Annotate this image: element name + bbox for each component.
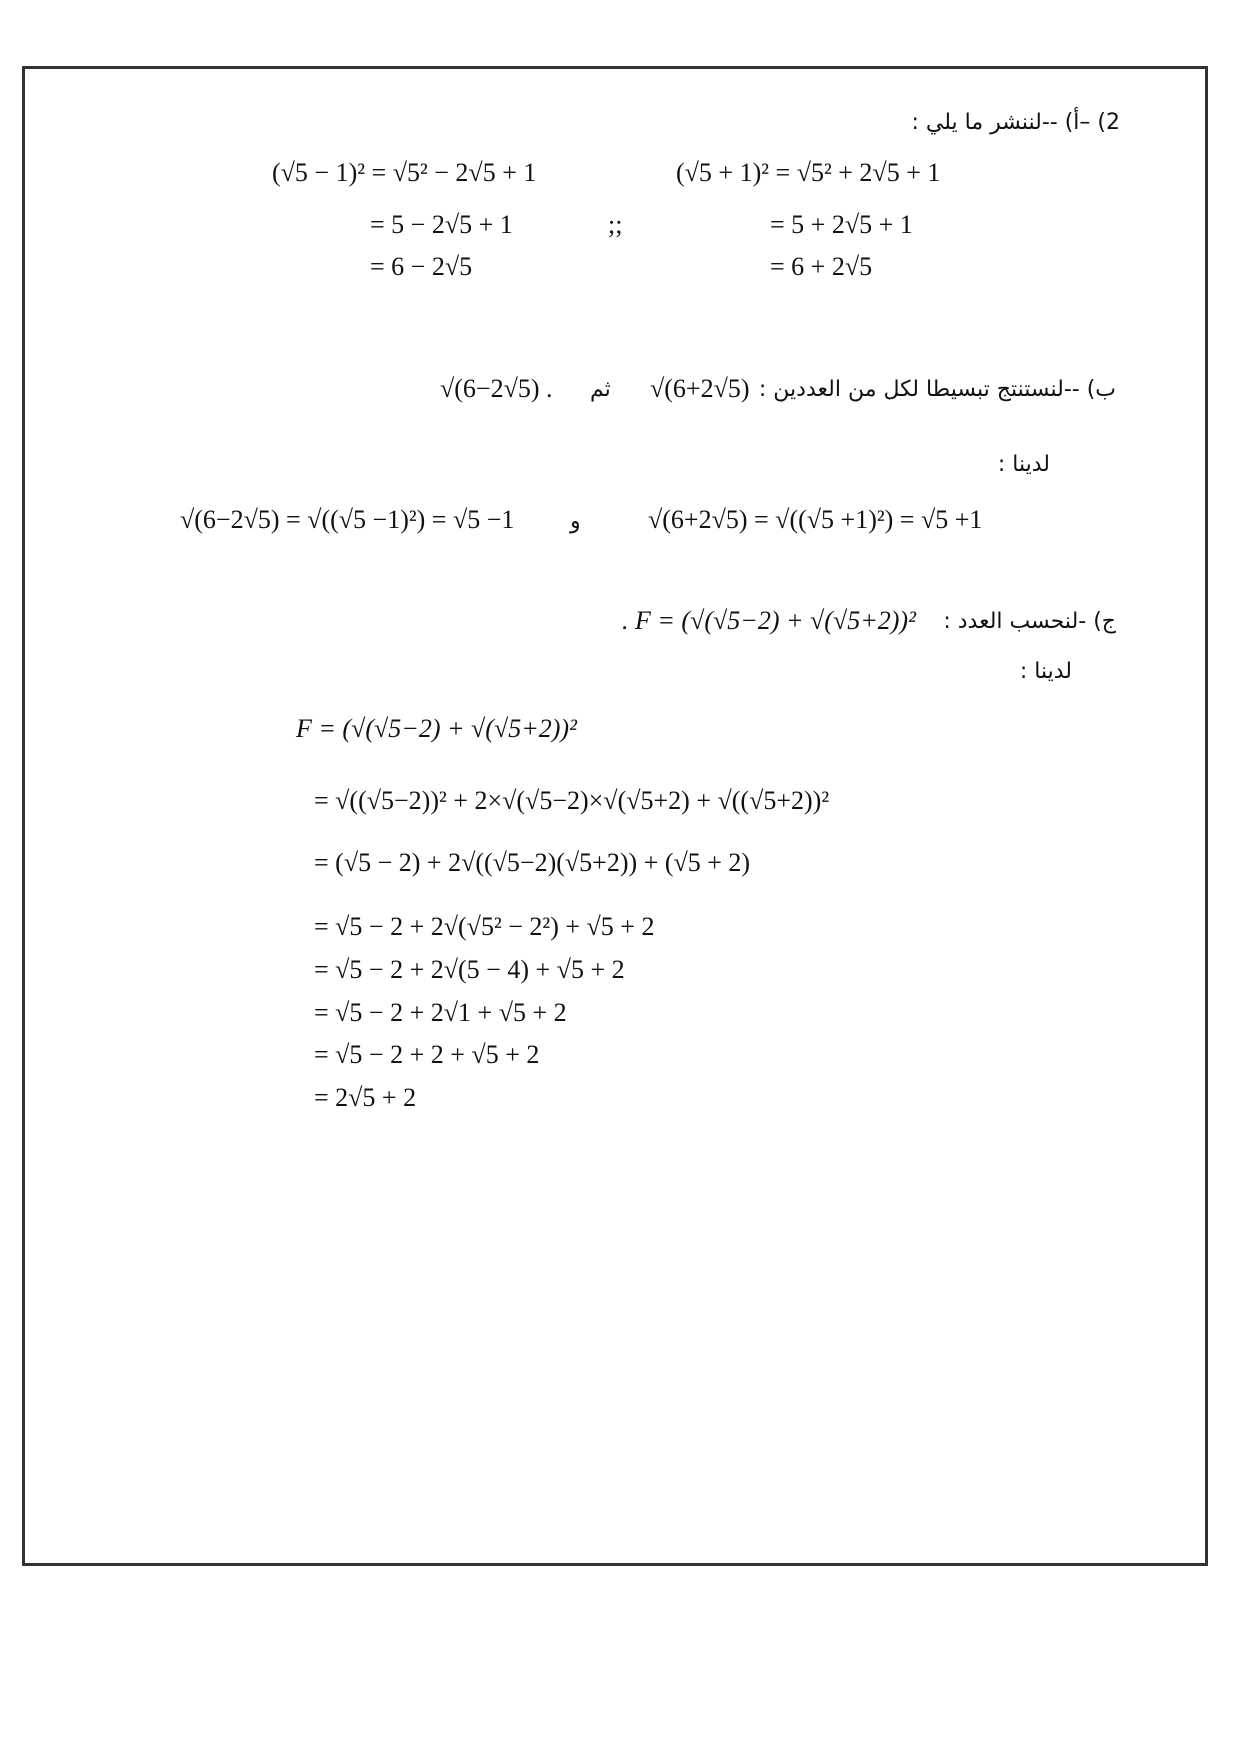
part-a-right-line-2: = 5 + 2√5 + 1 (770, 210, 913, 239)
part-c-step-2: = √((√5−2))² + 2×√(√5−2)×√(√5+2) + √((√5+2))² (314, 786, 830, 815)
part-b-expr-2: √(6−2√5) . (440, 374, 553, 403)
part-b-connector: ثم (590, 377, 611, 402)
part-c-heading: ج) -لنحسب العدد : (943, 609, 1116, 634)
part-b-result-left: √(6−2√5) = √((√5 −1)²) = √5 −1 (180, 505, 515, 534)
part-a-left-line-1: (√5 − 1)² = √5² − 2√5 + 1 (272, 158, 537, 187)
part-c-step-1: F = (√(√5−2) + √(√5+2))² (296, 714, 577, 743)
part-c-step-7: = √5 − 2 + 2 + √5 + 2 (314, 1040, 540, 1069)
part-c-expr: . F = (√(√5−2) + √(√5+2))² (622, 606, 916, 635)
part-a-heading: 2) –أ) --لننشر ما يلي : (911, 110, 1120, 135)
part-c-step-5: = √5 − 2 + 2√(5 − 4) + √5 + 2 (314, 955, 625, 984)
part-c-ladayna: لدينا : (1019, 659, 1072, 684)
part-a-left-line-2: = 5 − 2√5 + 1 (370, 210, 513, 239)
part-a-left-line-3: = 6 − 2√5 (370, 252, 473, 281)
part-a-right-line-1: (√5 + 1)² = √5² + 2√5 + 1 (676, 158, 941, 187)
part-b-heading: ب) --لنستنتج تبسيطا لكل من العددين : (758, 377, 1116, 402)
part-b-and: و (570, 509, 581, 534)
page-frame (22, 66, 1208, 1566)
part-a-separator: ;; (608, 210, 623, 239)
part-c-step-8: = 2√5 + 2 (314, 1083, 417, 1112)
part-c-step-4: = √5 − 2 + 2√(√5² − 2²) + √5 + 2 (314, 912, 655, 941)
part-b-result-right: √(6+2√5) = √((√5 +1)²) = √5 +1 (648, 505, 983, 534)
part-a-right-line-3: = 6 + 2√5 (770, 252, 873, 281)
part-c-step-6: = √5 − 2 + 2√1 + √5 + 2 (314, 998, 567, 1027)
part-c-step-3: = (√5 − 2) + 2√((√5−2)(√5+2)) + (√5 + 2) (314, 848, 751, 877)
part-b-expr-1: √(6+2√5) (650, 374, 750, 403)
part-b-ladayna: لدينا : (997, 452, 1050, 477)
